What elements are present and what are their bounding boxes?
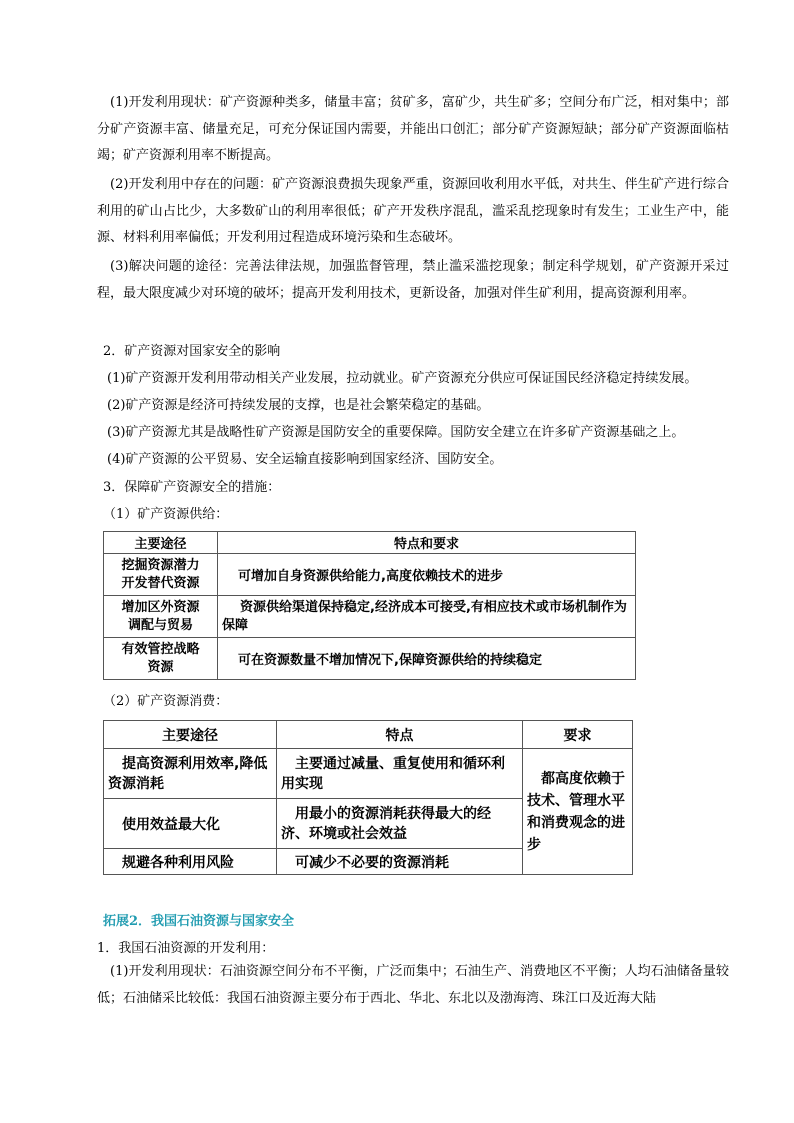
solutions-paragraph: (3)解决问题的途径：完善法律法规，加强监督管理，禁止滥采滥挖现象；制定科学规划，矿产资源开采过程，最大限度减少对环境的破坏；提高开发利用技术，更新设备，加强对伴生矿利用，提高资源利用率。 [97,259,729,301]
table-row [104,596,636,638]
extension-subtitle: 1．我国石油资源的开发利用： [97,941,275,956]
table-row [104,554,636,596]
table-header-cell: 主要途径 [104,721,277,749]
table-header-cell: 特点和要求 [218,532,636,554]
way-line: 挖掘资源潜力 开发替代资源 [121,557,200,591]
way-line: 增加区外资源 调配与贸易 [121,599,200,633]
extension-paragraph: (1)开发利用现状：石油资源空间分布不平衡，广泛而集中；石油生产、消费地区不平衡；人均石油储备量较低；石油储采比较低：我国石油资源主要分布于西北、华北、东北以及渤海湾、珠江口及近海大陆 [97,964,729,1006]
desc-cell: 资源供给渠道保持稳定,经济成本可接受,有相应技术或市场机制作为保障 [218,596,636,638]
table-row [104,749,633,799]
way-cell: 使用效益最大化 [104,799,277,849]
supply-table [103,531,636,680]
section2-title: 2．矿产资源对国家安全的影响 [103,344,281,359]
table-header-cell: 主要途径 [104,532,218,554]
requirement-cell: 都高度依赖于技术、管理水平和消费观念的进步 [523,749,633,875]
problems-paragraph: (2)开发利用中存在的问题：矿产资源浪费损失现象严重，资源回收利用水平低，对共生、伴生矿产进行综合利用的矿山占比少，大多数矿山的利用率很低；矿产开发秩序混乱，滥采乱挖现象时有发生；工业生产中，能源、材料利用率偏低；开发利用过程造成环境污染和生态破坏。 [97,177,729,245]
table-header-cell: 要求 [523,721,633,749]
way-cell: 规避各种利用风险 [104,849,277,875]
way-cell [104,638,218,680]
desc-cell: 可增加自身资源供给能力,高度依赖技术的进步 [218,554,636,596]
table-header-cell: 特点 [277,721,523,749]
way-line: 有效管控战略 资源 [121,641,200,675]
table-row [104,638,636,680]
table-header-row [104,721,633,749]
consumption-subtitle: （2）矿产资源消费： [103,694,229,709]
feature-cell: 主要通过减量、重复使用和循环利用实现 [277,749,523,799]
status-paragraph: (1)开发利用现状：矿产资源种类多，储量丰富；贫矿多，富矿少，共生矿多；空间分布广泛，相对集中；部分矿产资源丰富、储量充足，可充分保证国内需要，并能出口创汇；部分矿产资源短缺；部分矿产资源面临枯竭；矿产资源利用率不断提高。 [97,95,729,163]
feature-cell: 可减少不必要的资源消耗 [277,849,523,875]
supply-subtitle: （1）矿产资源供给： [103,507,229,522]
section3-title: 3．保障矿产资源安全的措施： [103,480,281,495]
consumption-table [103,720,633,875]
table-header-row [104,532,636,554]
way-cell: 提高资源利用效率,降低资源消耗 [104,749,277,799]
section2-item: (3)矿产资源尤其是战略性矿产资源是国防安全的重要保障。国防安全建立在许多矿产资源基础之上。 [107,425,685,440]
extension-title: 拓展2．我国石油资源与国家安全 [103,914,295,929]
section2-item: (1)矿产资源开发利用带动相关产业发展，拉动就业。矿产资源充分供应可保证国民经济稳定持续发展。 [107,371,698,386]
way-cell [104,554,218,596]
way-cell [104,596,218,638]
section2-item: (4)矿产资源的公平贸易、安全运输直接影响到国家经济、国防安全。 [107,452,503,467]
feature-cell: 用最小的资源消耗获得最大的经济、环境或社会效益 [277,799,523,849]
desc-cell: 可在资源数量不增加情况下,保障资源供给的持续稳定 [218,638,636,680]
section2-item: (2)矿产资源是经济可持续发展的支撑，也是社会繁荣稳定的基础。 [107,398,490,413]
